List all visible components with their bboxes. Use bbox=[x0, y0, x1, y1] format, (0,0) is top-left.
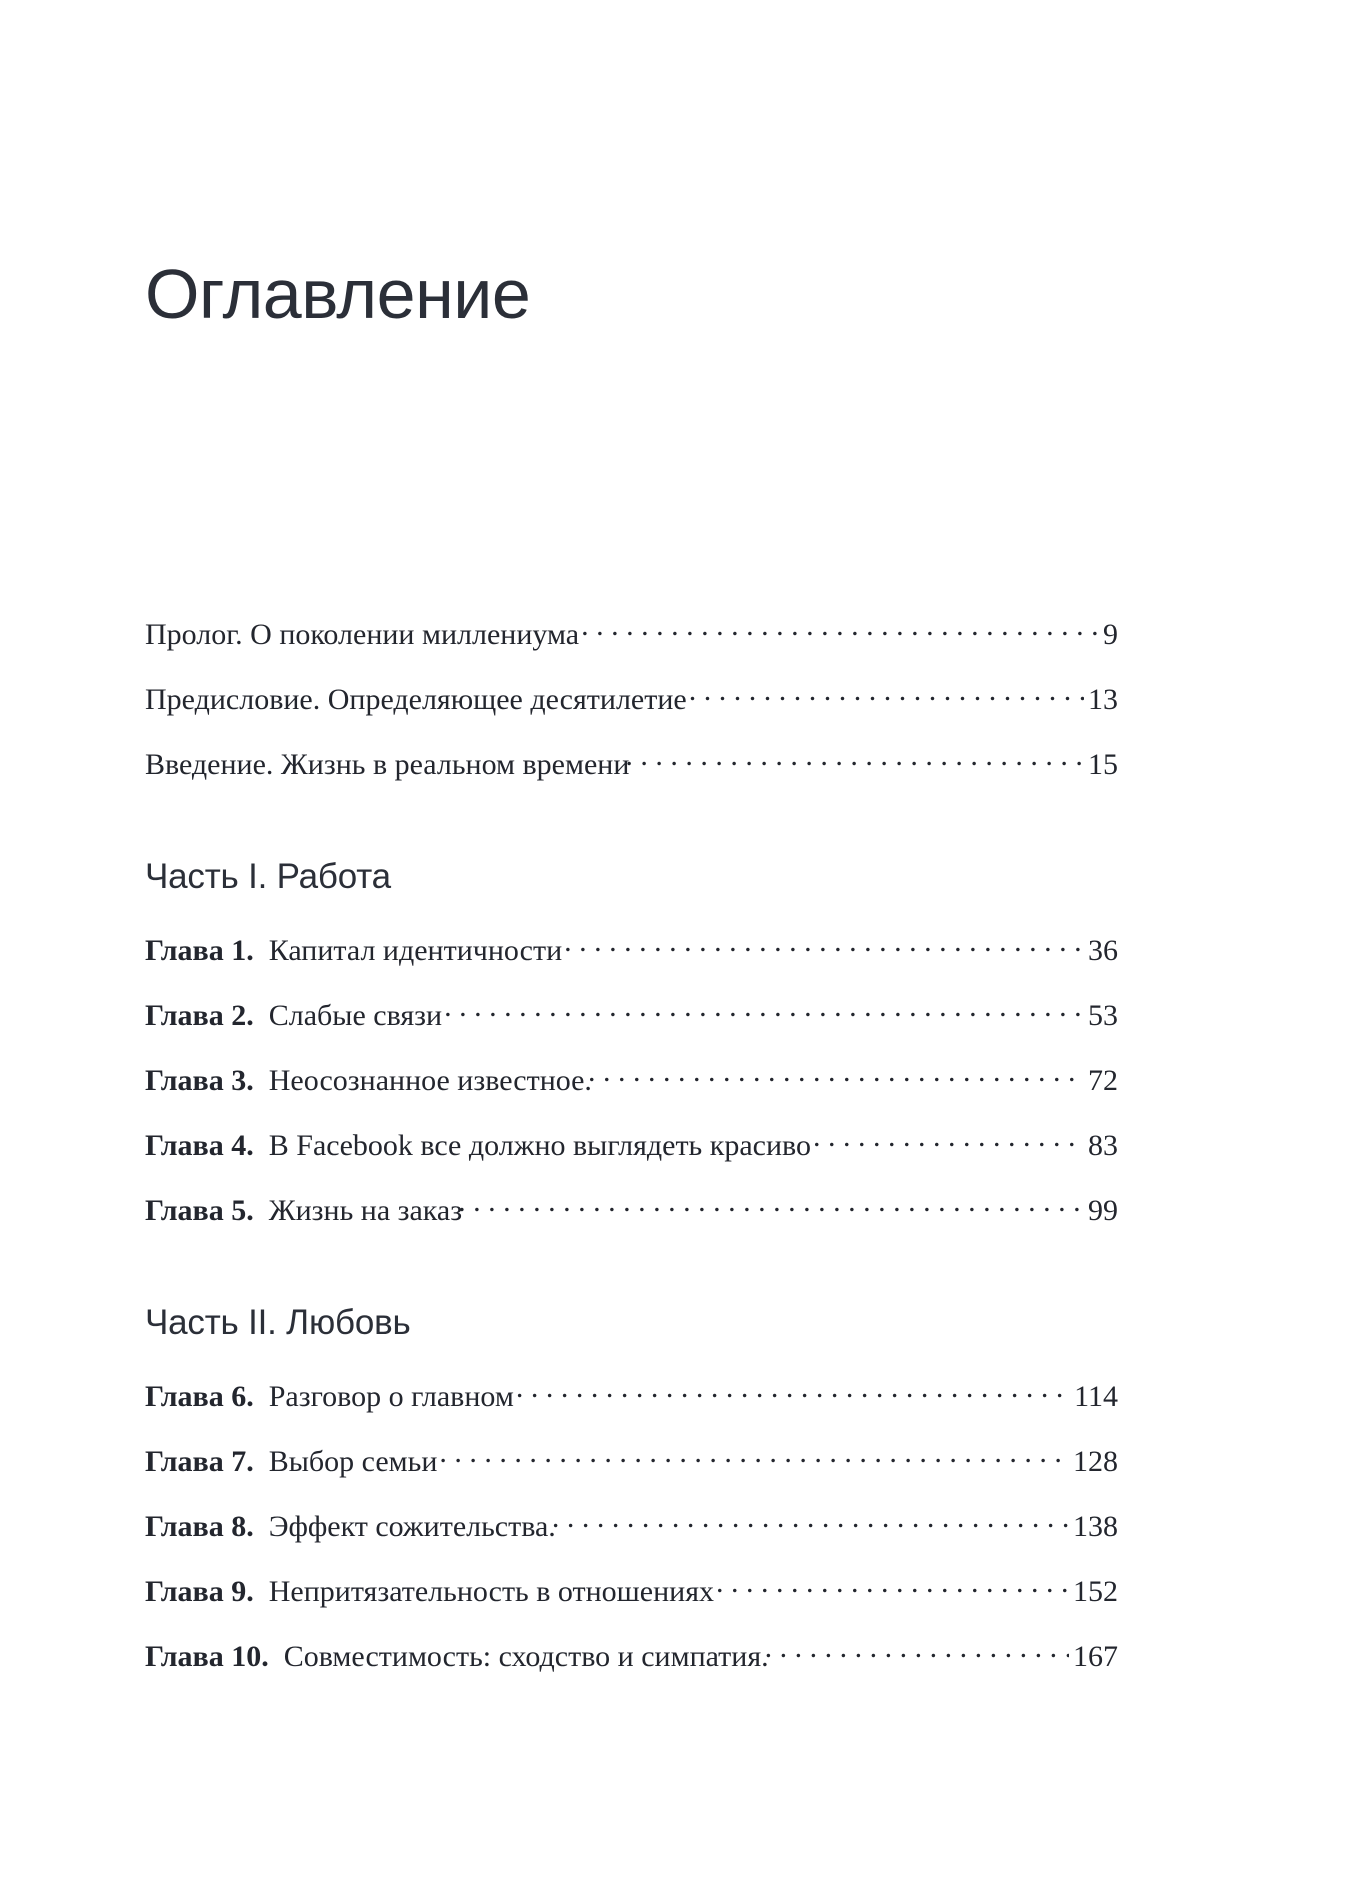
toc-entry-label: Предисловие. Определяющее десятилетие bbox=[145, 683, 687, 716]
toc-entry-page: 36 bbox=[1088, 934, 1118, 967]
part-group-1 bbox=[145, 859, 1118, 1229]
toc-entry[interactable] bbox=[145, 744, 1118, 783]
page-title: Оглавление bbox=[145, 255, 531, 333]
toc-entry-label: Глава 7. Выбор семьи bbox=[145, 1445, 438, 1478]
toc-entry-page: 152 bbox=[1073, 1575, 1118, 1608]
toc-entry[interactable] bbox=[145, 1190, 1118, 1229]
toc-entry-page: 13 bbox=[1088, 683, 1118, 716]
dot-leader bbox=[439, 1441, 1069, 1471]
part-heading: Часть I. Работа bbox=[145, 857, 391, 896]
dot-leader bbox=[625, 744, 1084, 774]
toc-entry[interactable] bbox=[145, 1125, 1118, 1164]
toc-entry-page: 138 bbox=[1073, 1510, 1118, 1543]
toc-entry[interactable] bbox=[145, 1636, 1118, 1675]
toc-entry-label: Глава 8. Эффект сожительства. bbox=[145, 1510, 556, 1543]
dot-leader bbox=[716, 1571, 1069, 1601]
toc-entry-label: Глава 9. Непритязательность в отношениях bbox=[145, 1575, 714, 1608]
toc-entry[interactable] bbox=[145, 679, 1118, 718]
dot-leader bbox=[689, 679, 1084, 709]
toc-entry-page: 128 bbox=[1073, 1445, 1118, 1478]
toc-entry-label: Глава 6. Разговор о главном bbox=[145, 1380, 514, 1413]
toc-entry[interactable] bbox=[145, 614, 1118, 653]
toc-entry[interactable] bbox=[145, 1571, 1118, 1610]
toc-entry-page: 9 bbox=[1103, 618, 1118, 651]
toc-entry-page: 83 bbox=[1088, 1129, 1118, 1162]
toc-entry-page: 72 bbox=[1088, 1064, 1118, 1097]
front-matter-group bbox=[145, 614, 1118, 783]
toc-entry-label: Глава 10. Совместимость: сходство и симпатия. bbox=[145, 1640, 769, 1673]
dot-leader bbox=[813, 1125, 1084, 1155]
toc-entry-label: Глава 1. Капитал идентичности bbox=[145, 934, 563, 967]
part-group-2 bbox=[145, 1305, 1118, 1675]
toc-entry-page: 167 bbox=[1073, 1640, 1118, 1673]
spacer bbox=[145, 1340, 1118, 1376]
toc-entry-label: Глава 5. Жизнь на заказ bbox=[145, 1194, 463, 1227]
toc-entry-label: Введение. Жизнь в реальном времени bbox=[145, 748, 630, 781]
toc-entry[interactable] bbox=[145, 1506, 1118, 1545]
toc-body bbox=[145, 614, 1118, 1675]
dot-leader bbox=[552, 1506, 1069, 1536]
dot-leader bbox=[444, 995, 1084, 1025]
toc-entry-page: 99 bbox=[1088, 1194, 1118, 1227]
dot-leader bbox=[765, 1636, 1069, 1666]
dot-leader bbox=[516, 1376, 1070, 1406]
spacer bbox=[145, 1229, 1118, 1305]
dot-leader bbox=[564, 930, 1084, 960]
toc-entry-label: Глава 4. В Facebook все должно выглядеть красиво bbox=[145, 1129, 811, 1162]
toc-entry[interactable] bbox=[145, 1441, 1118, 1480]
spacer bbox=[145, 783, 1118, 859]
toc-entry-page: 15 bbox=[1088, 748, 1118, 781]
toc-entry-page: 53 bbox=[1088, 999, 1118, 1032]
dot-leader bbox=[581, 614, 1099, 644]
toc-entry-label: Глава 2. Слабые связи bbox=[145, 999, 443, 1032]
spacer bbox=[145, 894, 1118, 930]
toc-entry-page: 114 bbox=[1074, 1380, 1118, 1413]
dot-leader bbox=[458, 1190, 1084, 1220]
part-heading: Часть II. Любовь bbox=[145, 1303, 411, 1342]
toc-entry-label: Пролог. О поколении миллениума bbox=[145, 618, 580, 651]
toc-entry[interactable] bbox=[145, 1376, 1118, 1415]
toc-entry-label: Глава 3. Неосознанное известное. bbox=[145, 1064, 592, 1097]
toc-entry[interactable] bbox=[145, 995, 1118, 1034]
toc-entry[interactable] bbox=[145, 1060, 1118, 1099]
toc-entry[interactable] bbox=[145, 930, 1118, 969]
dot-leader bbox=[588, 1060, 1084, 1090]
